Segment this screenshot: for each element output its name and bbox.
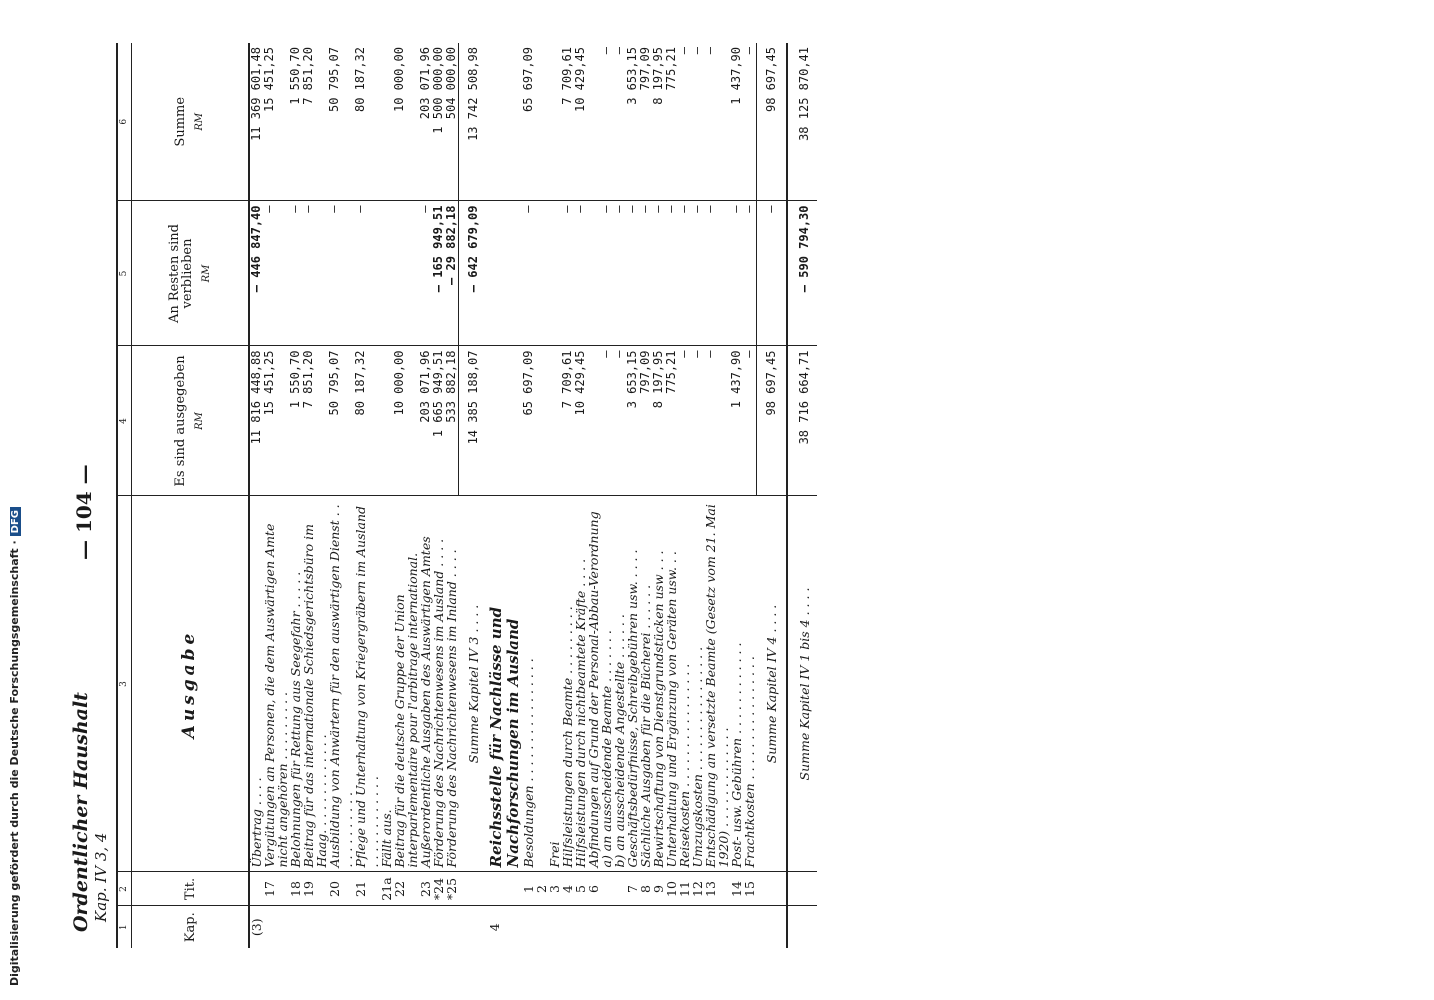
unit-col4: RM (194, 412, 205, 430)
value-summe (587, 43, 600, 201)
table-row (535, 43, 548, 948)
value-summe: 15 451,25 (262, 47, 276, 113)
tit-cell: 12 (691, 872, 704, 906)
table-row (354, 43, 380, 948)
section4-title: Reichsstelle für Nachlässe und Nachforschungen im Ausland (488, 496, 522, 872)
value-summe: 1 437,90 (729, 47, 743, 105)
kap-cell (613, 906, 626, 948)
item-text: Außerordentliche Ausgaben des Auswärtigen Amtes (419, 496, 432, 872)
tit-cell: *25 (445, 872, 459, 906)
header-kap: Kap. (132, 906, 250, 948)
value-ausgegeben: 15 451,25 (263, 346, 289, 496)
tit-cell: 11 (678, 872, 691, 906)
value-reste: — (328, 201, 354, 346)
value-reste: — (626, 201, 639, 346)
value-ausgegeben: 1 665 949,51 (432, 346, 445, 496)
dfg-badge: DFG (10, 507, 21, 536)
table-row (743, 43, 757, 948)
tit-cell: 5 (574, 872, 587, 906)
table-row (263, 43, 289, 948)
item-text: Vergütungen an Personen, die dem Auswärtigen Amte nicht angehören . . . . . . . . . (263, 496, 289, 872)
sum3-c4: 14 385 188,07 (459, 346, 489, 496)
item-text: Entschädigung an versetzte Beamte (Gesetz vom 21. Mai 1920) . . . . . . . . . . . . . (704, 496, 730, 872)
kap-cell (600, 906, 613, 948)
value-summe: 7 851,20 (301, 47, 315, 105)
kap-cell (691, 906, 704, 948)
value-ausgegeben: — (600, 346, 613, 496)
tit-cell (249, 872, 263, 906)
tit-cell: 10 (665, 872, 678, 906)
value-reste: — (652, 201, 665, 346)
sum3-c5: — 642 679,09 (459, 201, 489, 346)
item-text: Bewirtschaftung von Dienstgrundstücken usw . . . (652, 496, 665, 872)
sum4-label: Summe Kapitel IV 4 . . . . (757, 496, 788, 872)
kap-cell (522, 906, 535, 948)
value-summe: — (742, 47, 756, 55)
value-ausgegeben: 533 882,18 (445, 346, 459, 496)
tit-cell: 9 (652, 872, 665, 906)
item-text: Ausbildung von Anwärtern für den auswärtigen Dienst . . . . . . . . . . . . (328, 496, 354, 872)
value-summe: 797,09 (638, 47, 652, 91)
value-reste: — (574, 201, 587, 346)
value-reste: — (678, 201, 691, 346)
value-reste: — (691, 201, 704, 346)
item-text (535, 496, 548, 872)
value-summe (535, 43, 548, 201)
sum-row-kap4 (757, 43, 788, 948)
sum4-c5: — (757, 201, 788, 346)
value-ausgegeben: 1 550,70 (289, 346, 302, 496)
tit-cell: 7 (626, 872, 639, 906)
value-summe: 65 697,09 (521, 47, 535, 113)
tit-cell: *24 (432, 872, 445, 906)
value-reste: — 29 882,18 (445, 201, 459, 346)
value-summe: 1 500 000,00 (431, 47, 445, 134)
kap-cell (445, 906, 459, 948)
item-text: Frachtkosten . . . . . . . . . . . . . . . . (743, 496, 757, 872)
value-ausgegeben: 8 197,95 (652, 346, 665, 496)
value-summe: — (599, 47, 613, 55)
col-num-1: 1 (117, 906, 132, 948)
table-row (522, 43, 535, 948)
value-reste: — (613, 201, 626, 346)
tit-cell: 18 (289, 872, 302, 906)
value-reste: — (704, 201, 730, 346)
value-reste: — 446 847,40 (249, 201, 263, 346)
table-row (328, 43, 354, 948)
kap-cell (652, 906, 665, 948)
value-ausgegeben: 50 795,07 (328, 346, 354, 496)
tit-cell: 20 (328, 872, 354, 906)
value-ausgegeben: 80 187,32 (354, 346, 380, 496)
value-ausgegeben: 7 709,61 (561, 346, 574, 496)
item-text: Umzugskosten . . . . . . . . . . . . . . . . (691, 496, 704, 872)
value-reste: — (639, 201, 652, 346)
tit-cell: 14 (730, 872, 743, 906)
value-ausgegeben: 3 653,15 (626, 346, 639, 496)
table-row (704, 43, 730, 948)
tit-cell: 23 (419, 872, 432, 906)
value-ausgegeben: 1 437,90 (730, 346, 743, 496)
kap-cell (678, 906, 691, 948)
value-summe: — (677, 47, 691, 55)
value-ausgegeben: 775,21 (665, 346, 678, 496)
kap-cell (432, 906, 445, 948)
value-ausgegeben: — (678, 346, 691, 496)
value-reste: — (600, 201, 613, 346)
value-ausgegeben (535, 346, 548, 496)
kap-cell (574, 906, 587, 948)
value-ausgegeben: 65 697,09 (522, 346, 535, 496)
value-summe: — (690, 47, 704, 55)
value-ausgegeben: 11 816 448,88 (249, 346, 263, 496)
value-summe: — (612, 47, 626, 55)
value-reste: — 165 949,51 (432, 201, 445, 346)
value-summe: 7 709,61 (560, 47, 574, 105)
item-text: Beitrag für das internationale Schiedsgerichtsbüro im Haag. . . . . . . . . . . . . (302, 496, 328, 872)
value-ausgegeben: — (743, 346, 757, 496)
value-reste: — (665, 201, 678, 346)
kap-cell (743, 906, 757, 948)
value-reste: — (730, 201, 743, 346)
value-reste: — (302, 201, 328, 346)
tit-cell: 17 (263, 872, 289, 906)
value-summe: 3 653,15 (625, 47, 639, 105)
col-num-4: 4 (117, 346, 132, 496)
item-text: Beitrag für die deutsche Gruppe der Union interparlementaire pour l'arbitrage international. (393, 496, 419, 872)
kap-cell: (3) (249, 906, 263, 948)
value-reste: — (743, 201, 757, 346)
sum-row-kap3 (459, 43, 489, 948)
total-c4: 38 716 664,71 (787, 346, 817, 496)
total-label: Summe Kapitel IV 1 bis 4 . . . . (787, 496, 817, 872)
value-summe: — (703, 47, 717, 55)
value-summe: 80 187,32 (353, 47, 367, 113)
tit-cell: 19 (302, 872, 328, 906)
kap-cell (587, 906, 600, 948)
item-text: Förderung des Nachrichtenwesens im Ausland . . . . (432, 496, 445, 872)
tit-cell: 21a (380, 872, 393, 906)
value-summe: 10 000,00 (392, 47, 406, 113)
value-reste: — (419, 201, 432, 346)
kap-cell (704, 906, 730, 948)
table-row (302, 43, 328, 948)
dfg-credit (8, 86, 21, 986)
kap-cell (561, 906, 574, 948)
header-tit: Tit. (132, 872, 250, 906)
value-reste: — (561, 201, 574, 346)
header-subtitle: Kap. IV 3, 4 (92, 832, 110, 922)
sum4-c6: 98 697,45 (757, 43, 788, 201)
header-col5: An Resten sind verblieben (166, 224, 195, 323)
value-reste (393, 201, 419, 346)
tit-cell: 2 (535, 872, 548, 906)
value-summe: 504 000,00 (444, 47, 458, 120)
value-ausgegeben: — (704, 346, 730, 496)
item-text: b) an ausscheidende Angestellte . . . . . . (613, 496, 626, 872)
kap-cell (393, 906, 419, 948)
kap-cell (548, 906, 561, 948)
tit-cell: 1 (522, 872, 535, 906)
value-reste: — (522, 201, 535, 346)
page-number: — 104 — (72, 464, 96, 560)
item-text: Frei (548, 496, 561, 872)
sum4-c4: 98 697,45 (757, 346, 788, 496)
kap-cell (419, 906, 432, 948)
total-c6: 38 125 870,41 (787, 43, 817, 201)
item-text: Geschäftsbedürfnisse, Schreibgebühren usw. . . . . (626, 496, 639, 872)
column-header-row (132, 43, 250, 948)
value-reste (535, 201, 548, 346)
item-text: Fällt aus. (380, 496, 393, 872)
item-text: a) an ausscheidende Beamte . . . . . . . (600, 496, 613, 872)
kap-cell (302, 906, 328, 948)
unit-col5: RM (200, 264, 212, 283)
value-reste: — (289, 201, 302, 346)
value-ausgegeben: 10 000,00 (393, 346, 419, 496)
value-reste (380, 201, 393, 346)
value-reste (587, 201, 600, 346)
kap-cell (328, 906, 354, 948)
section4-kap: 4 (488, 906, 522, 948)
tit-cell: 21 (354, 872, 380, 906)
kap-cell (380, 906, 393, 948)
item-text: Belohnungen für Rettung aus Seegefahr . . . . . (289, 496, 302, 872)
kap-cell (626, 906, 639, 948)
value-reste (548, 201, 561, 346)
value-summe: 775,21 (664, 47, 678, 91)
kap-cell (354, 906, 380, 948)
item-text: Hilfsleistungen durch nichtbeamtete Kräfte . . . . (574, 496, 587, 872)
table-row (249, 43, 263, 948)
value-reste: — (263, 201, 289, 346)
kap-cell (665, 906, 678, 948)
kap-cell (289, 906, 302, 948)
value-summe: 50 795,07 (327, 47, 341, 113)
col-num-5: 5 (117, 201, 132, 346)
item-text: Post- usw. Gebühren . . . . . . . . . . . . (730, 496, 743, 872)
budget-table (116, 43, 817, 948)
kap-cell (639, 906, 652, 948)
value-reste: — (354, 201, 380, 346)
value-summe: 10 429,45 (573, 47, 587, 113)
kap-cell (730, 906, 743, 948)
section-row-kap4 (488, 43, 522, 948)
unit-col6: RM (194, 112, 205, 131)
credit-text: Digitalisierung gefördert durch die Deutsche Forschungsgemeinschaft · (8, 540, 21, 986)
sum3-c6: 13 742 508,98 (459, 43, 489, 201)
sum3-label: Summe Kapitel IV 3 . . . . (459, 496, 489, 872)
total-row (787, 43, 817, 948)
header-title: Ordentlicher Haushalt (70, 692, 92, 932)
item-text: Reisekosten . . . . . . . . . . . . . . . . (678, 496, 691, 872)
value-ausgegeben: — (691, 346, 704, 496)
header-col6: Summe (173, 96, 188, 147)
tit-cell: 4 (561, 872, 574, 906)
tit-cell: 8 (639, 872, 652, 906)
value-ausgegeben (587, 346, 600, 496)
item-text: Unterhaltung und Ergänzung von Geräten usw. . . (665, 496, 678, 872)
item-text: Hilfsleistungen durch Beamte . . . . . . . . . (561, 496, 574, 872)
item-text: Besoldungen . . . . . . . . . . . . . . . . (522, 496, 535, 872)
header-col4: Es sind ausgegeben (173, 355, 188, 487)
item-text: Pflege und Unterhaltung von Kriegergräbern im Ausland . . . . . . . . . . . . (354, 496, 380, 872)
value-ausgegeben: 797,09 (639, 346, 652, 496)
item-text: Abfindungen auf Grund der Personal-Abbau-Verordnung (587, 496, 600, 872)
value-ausgegeben: 203 071,96 (419, 346, 432, 496)
tit-cell: 6 (587, 872, 600, 906)
tit-cell: 13 (704, 872, 730, 906)
value-ausgegeben: 10 429,45 (574, 346, 587, 496)
page-header (70, 632, 110, 932)
value-summe: 1 550,70 (288, 47, 302, 105)
col-num-3: 3 (117, 496, 132, 872)
value-summe: 203 071,96 (418, 47, 432, 120)
value-ausgegeben: — (613, 346, 626, 496)
value-summe: 11 369 601,48 (249, 47, 263, 141)
total-c5: — 590 794,30 (787, 201, 817, 346)
tit-cell (600, 872, 613, 906)
value-summe: 8 197,95 (651, 47, 665, 105)
kap-cell (535, 906, 548, 948)
col-num-6: 6 (117, 43, 132, 201)
table-row (393, 43, 419, 948)
kap-cell (263, 906, 289, 948)
value-ausgegeben: 7 851,20 (302, 346, 328, 496)
item-text: Förderung des Nachrichtenwesens im Inland . . . . (445, 496, 459, 872)
item-text: Sächliche Ausgaben für die Bücherei . . . . . . (639, 496, 652, 872)
header-ausgabe: Ausgabe (179, 629, 199, 739)
table-row (445, 43, 459, 948)
tit-cell: 22 (393, 872, 419, 906)
item-text: Übertrag . . . . (249, 496, 263, 872)
tit-cell: 15 (743, 872, 757, 906)
column-number-row (117, 43, 132, 948)
tit-cell: 3 (548, 872, 561, 906)
col-num-2: 2 (117, 872, 132, 906)
